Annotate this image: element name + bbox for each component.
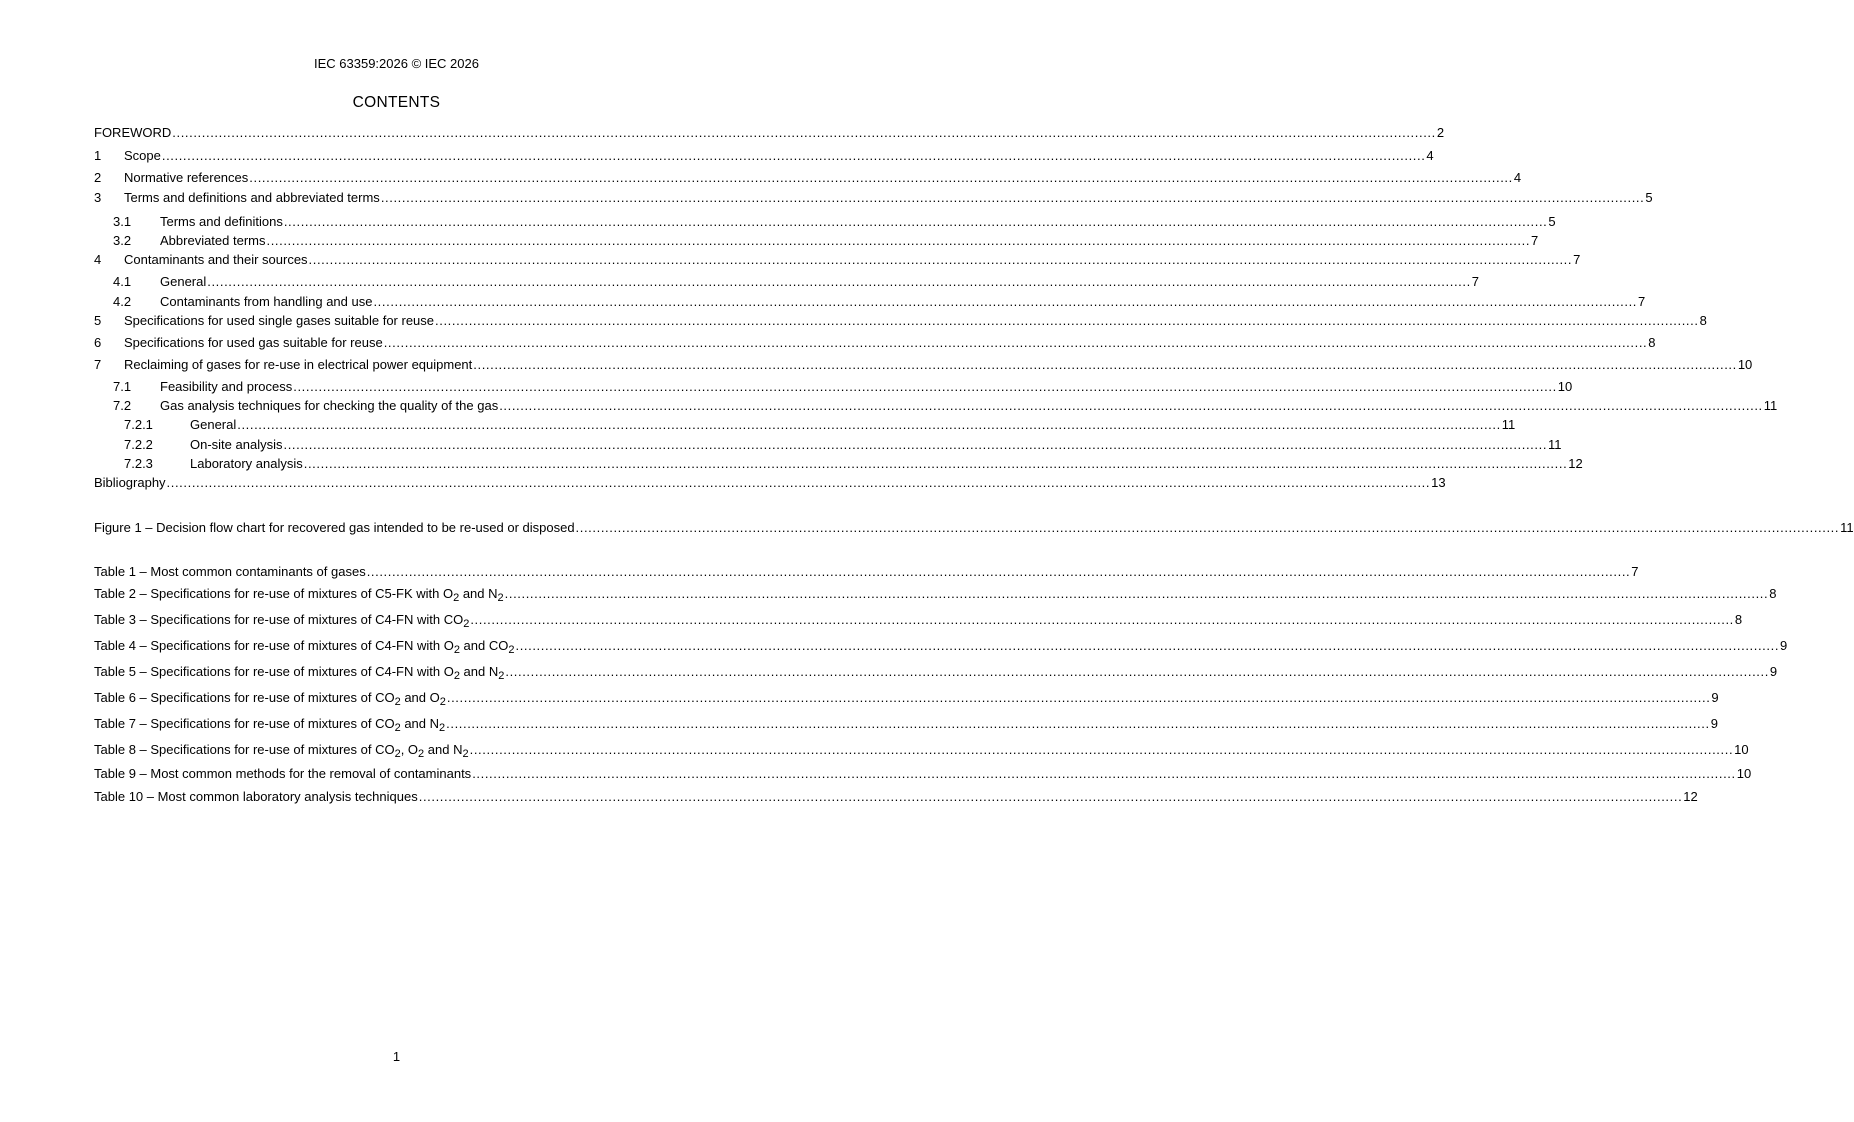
entry-title: Normative references	[124, 170, 249, 185]
dot-leader: ............................................................................................................................................................................................................................................................................................................	[499, 398, 1763, 413]
dot-leader: ............................................................................................................................................................................................................................................................................................................	[166, 475, 1431, 490]
page-ref: 4	[1426, 148, 1434, 163]
toc-entry[interactable]	[113, 293, 1646, 310]
dot-leader: ............................................................................................................................................................................................................................................................................................................	[505, 664, 1769, 679]
entry-title: Table 5 – Specifications for re-use of mixtures of C4-FN with $O_2$ and $N_2$	[94, 664, 505, 682]
section-number: 5	[94, 313, 102, 328]
entry-title: On-site analysis	[190, 437, 283, 452]
page-ref: 10	[1734, 742, 1749, 757]
table-list-entry[interactable]	[94, 637, 1788, 656]
section-number: 7.2	[113, 398, 132, 413]
page-ref: 11	[1501, 417, 1516, 432]
toc-entry[interactable]	[94, 124, 1445, 141]
dot-leader: ............................................................................................................................................................................................................................................................................................................	[283, 214, 1548, 229]
page-ref: 10	[1736, 766, 1752, 781]
toc-entry[interactable]	[113, 273, 1480, 290]
table-list-entry[interactable]	[94, 611, 1743, 630]
page-ref: 7	[1531, 233, 1539, 248]
entry-title: Terms and definitions and abbreviated terms	[124, 190, 380, 205]
entry-title: Table 9 – Most common methods for the removal of contaminants	[94, 766, 472, 781]
dot-leader: ............................................................................................................................................................................................................................................................................................................	[469, 742, 1734, 757]
dot-leader: ............................................................................................................................................................................................................................................................................................................	[172, 125, 1436, 140]
entry-title: Scope	[124, 148, 161, 163]
section-number: 4	[94, 252, 102, 267]
dot-leader: ............................................................................................................................................................................................................................................................................................................	[293, 379, 1557, 394]
page-ref: 12	[1683, 789, 1698, 804]
entry-title: Laboratory analysis	[190, 456, 303, 471]
entry-title: Contaminants and their sources	[124, 252, 308, 267]
toc-entry[interactable]	[124, 455, 1583, 472]
page-ref: 2	[1436, 125, 1445, 140]
table-list-entry[interactable]	[94, 563, 1639, 580]
dot-leader: ............................................................................................................................................................................................................................................................................................................	[237, 417, 1501, 432]
toc-entry[interactable]	[113, 378, 1573, 395]
page-ref: 8	[1699, 313, 1707, 328]
section-number: 6	[94, 335, 102, 350]
entry-title: Gas analysis techniques for checking the quality of the gas	[160, 398, 499, 413]
dot-leader: ............................................................................................................................................................................................................................................................................................................	[470, 612, 1734, 627]
section-number: 3.2	[113, 233, 132, 248]
toc-entry[interactable]	[113, 213, 1556, 230]
page-ref: 5	[1645, 190, 1653, 205]
page-ref: 8	[1769, 586, 1777, 601]
page-ref: 13	[1431, 475, 1446, 490]
section-number: 7.2.3	[124, 456, 153, 471]
table-list-entry[interactable]	[94, 741, 1749, 760]
entry-title: Table 10 – Most common laboratory analysis techniques	[94, 789, 418, 804]
entry-title: Table 4 – Specifications for re-use of mixtures of C4-FN with $O_2$ and $CO_2$	[94, 638, 515, 656]
page-ref: 10	[1557, 379, 1573, 394]
toc-entry[interactable]	[124, 436, 1562, 453]
section-number: 7	[94, 357, 102, 372]
dot-leader: ............................................................................................................................................................................................................................................................................................................	[303, 456, 1568, 471]
section-number: 7.2.2	[124, 437, 153, 452]
section-number: 1	[94, 148, 102, 163]
entry-title: General	[160, 274, 207, 289]
figure-list-entry[interactable]	[94, 519, 1854, 536]
page-ref: 7	[1471, 274, 1480, 289]
dot-leader: ............................................................................................................................................................................................................................................................................................................	[575, 520, 1840, 535]
page-ref: 5	[1548, 214, 1556, 229]
dot-leader: ............................................................................................................................................................................................................................................................................................................	[418, 789, 1683, 804]
entry-title: Figure 1 – Decision flow chart for recovered gas intended to be re-used or disposed	[94, 520, 575, 535]
entry-title: Contaminants from handling and use	[160, 294, 373, 309]
table-list-entry[interactable]	[94, 689, 1719, 708]
page-ref: 7	[1573, 252, 1581, 267]
toc-entry[interactable]	[94, 474, 1446, 491]
page-ref: 12	[1568, 456, 1583, 471]
dot-leader: ............................................................................................................................................................................................................................................................................................................	[446, 690, 1711, 705]
section-number: 3.1	[113, 214, 132, 229]
dot-leader: ............................................................................................................................................................................................................................................................................................................	[472, 766, 1736, 781]
page-ref: 9	[1711, 690, 1719, 705]
dot-leader: ............................................................................................................................................................................................................................................................................................................	[435, 313, 1699, 328]
toc-entry[interactable]	[94, 169, 1522, 186]
dot-leader: ............................................................................................................................................................................................................................................................................................................	[207, 274, 1471, 289]
table-list-entry[interactable]	[94, 585, 1777, 604]
entry-title: Table 7 – Specifications for re-use of mixtures of $CO_2$ and $N_2$	[94, 716, 446, 734]
toc-entry[interactable]	[113, 232, 1539, 249]
contents-title: CONTENTS	[352, 94, 441, 111]
entry-title: Specifications for used gas suitable for reuse	[124, 335, 383, 350]
entry-title: Table 6 – Specifications for re-use of mixtures of $CO_2$ and $O_2$	[94, 690, 446, 708]
toc-entry[interactable]	[94, 356, 1753, 373]
dot-leader: ............................................................................................................................................................................................................................................................................................................	[249, 170, 1513, 185]
dot-leader: ............................................................................................................................................................................................................................................................................................................	[473, 357, 1737, 372]
table-list-entry[interactable]	[94, 788, 1698, 805]
entry-title: Specifications for used single gases suitable for reuse	[124, 313, 435, 328]
entry-title: Reclaiming of gases for re-use in electrical power equipment	[124, 357, 473, 372]
entry-title: Table 2 – Specifications for re-use of mixtures of C5-FK with $O_2$ and $N_2$	[94, 586, 504, 604]
page-ref: 4	[1513, 170, 1522, 185]
page-ref: 9	[1780, 638, 1788, 653]
section-number: 7.1	[113, 379, 132, 394]
page-ref: 9	[1769, 664, 1778, 679]
entry-title: FOREWORD	[94, 125, 172, 140]
page-ref: 7	[1631, 564, 1639, 579]
page-ref: 11	[1763, 398, 1778, 413]
entry-title: Terms and definitions	[160, 214, 283, 229]
running-header: IEC 63359:2026 © IEC 2026	[314, 56, 479, 71]
section-number: 4.1	[113, 274, 132, 289]
dot-leader: ............................................................................................................................................................................................................................................................................................................	[266, 233, 1531, 248]
section-number: 3	[94, 190, 102, 205]
page-ref: 7	[1638, 294, 1646, 309]
toc-entry[interactable]	[94, 251, 1581, 268]
dot-leader: ............................................................................................................................................................................................................................................................................................................	[380, 190, 1645, 205]
table-list-entry[interactable]	[94, 765, 1752, 782]
dot-leader: ............................................................................................................................................................................................................................................................................................................	[515, 638, 1780, 653]
section-number: 4.2	[113, 294, 132, 309]
section-number: 2	[94, 170, 102, 185]
toc-entry[interactable]	[94, 334, 1656, 351]
entry-title: Table 8 – Specifications for re-use of mixtures of $CO_2$, $O_2$ and $N_2$	[94, 742, 469, 760]
dot-leader: ............................................................................................................................................................................................................................................................................................................	[366, 564, 1631, 579]
entry-title: Feasibility and process	[160, 379, 293, 394]
dot-leader: ............................................................................................................................................................................................................................................................................................................	[383, 335, 1648, 350]
dot-leader: ............................................................................................................................................................................................................................................................................................................	[446, 716, 1710, 731]
toc-entry[interactable]	[94, 312, 1707, 329]
table-list-entry[interactable]	[94, 663, 1778, 682]
page-ref: 9	[1710, 716, 1718, 731]
entry-title: Table 1 – Most common contaminants of gases	[94, 564, 366, 579]
section-number: 7.2.1	[124, 417, 153, 432]
page-ref: 10	[1737, 357, 1753, 372]
page-number: 1	[392, 1049, 401, 1064]
dot-leader: ............................................................................................................................................................................................................................................................................................................	[308, 252, 1573, 267]
toc-entry[interactable]	[113, 397, 1778, 414]
page-ref: 8	[1648, 335, 1656, 350]
page-ref: 11	[1548, 437, 1562, 452]
page-ref: 8	[1734, 612, 1743, 627]
toc-entry[interactable]	[94, 189, 1653, 206]
dot-leader: ............................................................................................................................................................................................................................................................................................................	[161, 148, 1426, 163]
entry-title: General	[190, 417, 237, 432]
dot-leader: ............................................................................................................................................................................................................................................................................................................	[283, 437, 1548, 452]
table-list-entry[interactable]	[94, 715, 1718, 734]
dot-leader: ............................................................................................................................................................................................................................................................................................................	[373, 294, 1638, 309]
entry-title: Bibliography	[94, 475, 166, 490]
dot-leader: ............................................................................................................................................................................................................................................................................................................	[504, 586, 1769, 601]
entry-title: Table 3 – Specifications for re-use of mixtures of C4-FN with $CO_2$	[94, 612, 470, 630]
entry-title: Abbreviated terms	[160, 233, 266, 248]
toc-entry[interactable]	[124, 416, 1516, 433]
toc-entry[interactable]	[94, 147, 1434, 164]
page-ref: 11	[1840, 520, 1854, 535]
